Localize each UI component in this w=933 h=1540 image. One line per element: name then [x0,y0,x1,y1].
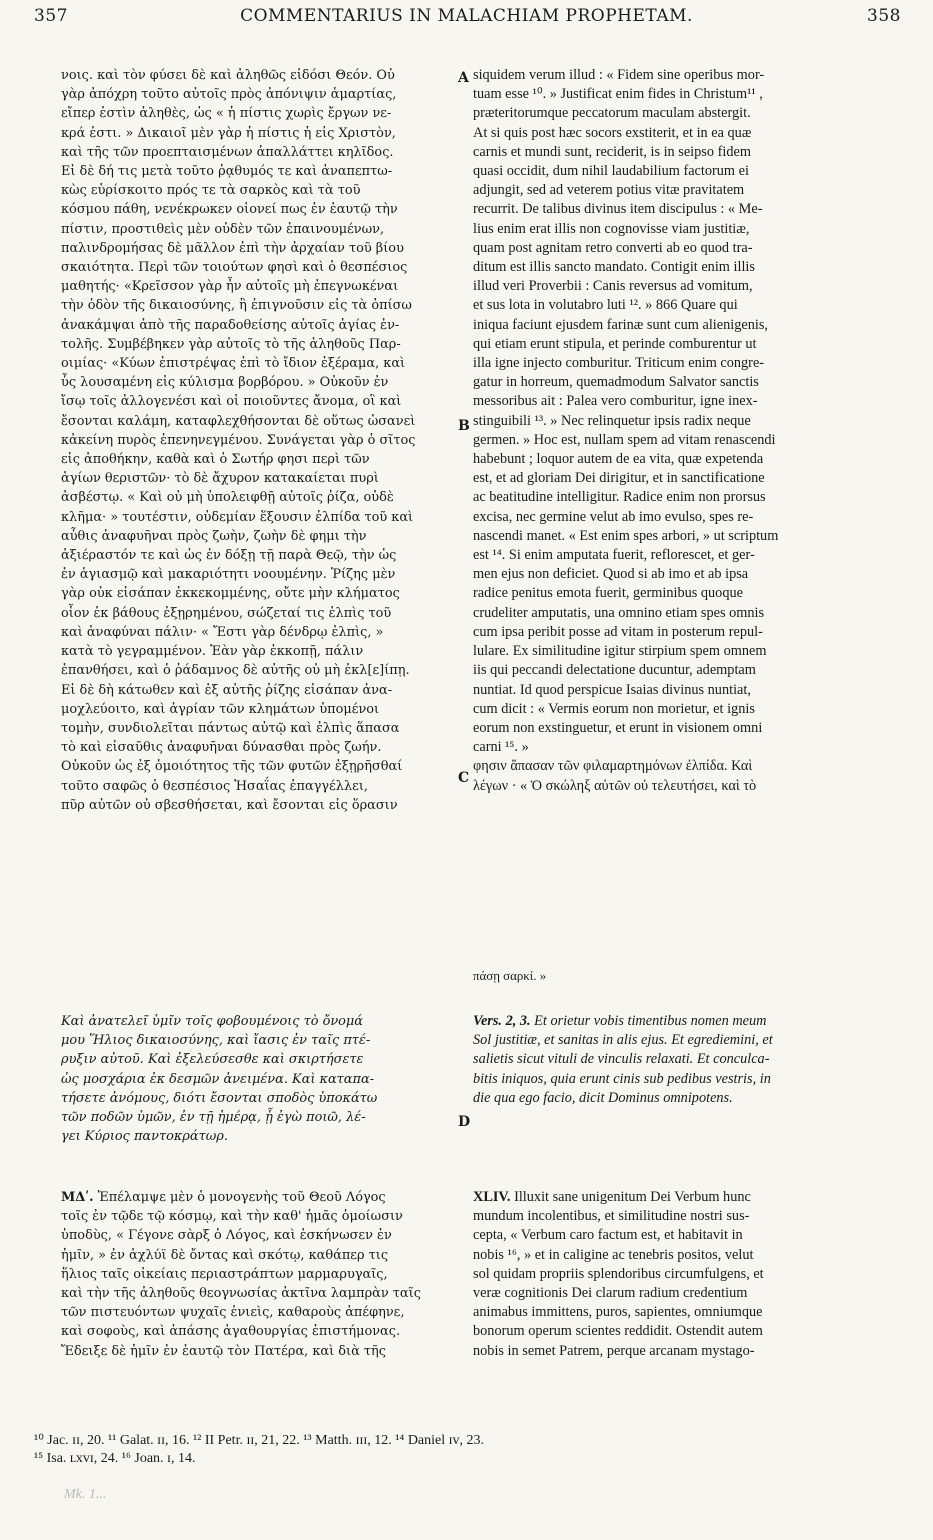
text-line: ἥλιος ταῖς οἰκείαις περιαστράπτων μαρμαρυγαῖς, [61,1266,388,1282]
text-line: τὸ καὶ εἰσαῦθις ἀναφυῆναι δύνασθαι πρὸς ζωήν. [61,740,382,756]
text-line: κλῆμα· » τουτέστιν, οὐδεμίαν ἕξουσιν ἐλπίδα τοῦ καὶ [61,509,414,525]
text-line: μου Ἥλιος δικαιοσύνης, καὶ ἴασις ἐν ταῖς πτέ- [61,1033,371,1049]
text-line: κρά ἐστι. » Δικαιοῖ μὲν γὰρ ἡ πίστις ἡ εἰς Χριστὸν, [61,125,396,141]
text-line: Καὶ ἀνατελεῖ ὑμῖν τοῖς φοβουμένοις τὸ ὄνομά [61,1014,364,1029]
latin-column-section-3 [473,1188,899,1361]
footnote-line-1: ¹⁰ Jac. ɪɪ, 20. ¹¹ Galat. ɪɪ, 16. ¹² II Petr. ɪɪ, 21, 22. ¹³ Matth. ɪɪɪ, 12. ¹⁴ Daniel ɪᴠ, 23. [34,1433,485,1448]
text-line: ὗς λουσαμένη εἰς κύλισμα βορβόρου. » Οὐκοῦν ἐν [61,375,389,391]
text-line: salietis sicut vituli de vinculis relaxati. Et conculca- [473,1051,770,1068]
text-line: Οὐκοῦν ὡς ἐξ ὁμοιότητος τῆς τῶν φυτῶν ἐξῃρῆσθαί [61,759,403,775]
text-line: Εἰ δὲ δή τις μετὰ τοῦτο ῥᾳθυμός τε καὶ ἀναπεπτω- [61,164,393,180]
text-line: τοῖς ἐν τῷδε τῷ κόσμῳ, καὶ τὴν καθ' ἡμᾶς ὁμοίωσιν [61,1209,403,1225]
text-line: illud veri Proverbii : Canis reversus ad vomitum, [473,278,753,295]
margin-letter-c: C [458,770,470,786]
text-line: quam post agnitam retro converti ab eo quod tra- [473,239,753,256]
text-line: ἔσονται καλάμη, καταφλεχθήσονται δὲ οὕτως ὡσανεὶ [61,413,416,429]
text-line-content: Ἐπέλαμψε μὲν ὁ μονογενὴς τοῦ Θεοῦ Λόγος [97,1190,386,1205]
text-line: ἁγίων θεριστῶν· τὸ δὲ ἄχυρον κατακαίεται πυρὶ [61,471,379,487]
text-line: At si quis post hæc socors exstiterit, et in ea quæ [473,124,752,141]
text-line [473,1188,899,1207]
text-line: ἐπανθήσει, καὶ ὁ ῥάδαμνος δὲ αὐτῆς οὐ μὴ ἐκλ[ε]ίπῃ. [61,663,410,679]
text-line: κὼς εὑρίσκοιτο πρός τε τὰ σαρκὸς καὶ τὰ τοῦ [61,183,361,199]
text-line: τὴν ὁδὸν τῆς δικαιοσύνης, ἢ ἐπιγνοῦσιν εἰς τὰ ὀπίσω [61,298,412,314]
text-line [61,1188,454,1207]
text-line: animabus immittens, puros, sapientes, omniumque [473,1304,763,1321]
text-line: καὶ σοφοὺς, καὶ ἁπάσης ἀγαθουργίας ἐπιστήμονας. [61,1324,401,1340]
text-line: ἴσῳ τοῖς ἀλλογενέσι καὶ οἱ ποιοῦντες ἄνομα, οἳ καὶ [61,394,402,410]
section-label: XLIV. [473,1189,511,1205]
text-line: bitis iniquos, quia erunt cinis sub pedibus vestris, in [473,1070,771,1087]
text-line: recurrit. De talibus divinus item discipulus : « Me- [473,201,763,218]
text-line: nobis in semet Patrem, perque arcanam mystago- [473,1342,755,1359]
text-line: παλινδρομήσας δὲ μᾶλλον ἐπὶ τὴν ἀρχαίαν τοῦ βίου [61,240,404,256]
text-line: qui etiam erunt stipula, et perinde comburentur ut [473,335,757,352]
text-line: φησιν ἅπασαν τῶν φιλαμαρτημόνων ἐλπίδα. Καὶ [473,758,753,775]
text-line: εἰς ἀποθήκην, καθὰ καὶ ὁ Σωτήρ φησι περὶ τῶν [61,452,370,468]
text-line: τήσετε ἀνόμους, διότι ἔσονται σποδὸς ὑποκάτω [61,1090,378,1106]
text-line: μαθητής· «Κρεῖσσον γὰρ ἦν αὐτοῖς μὴ ἐπεγνωκέναι [61,279,399,295]
section-label: Vers. 2, 3. [473,1013,531,1029]
text-line: illa igne injecto comburitur. Triticum enim congre- [473,355,765,372]
text-line: radice penitus emota fuerit, germinibus quoque [473,585,743,602]
text-line: κἀκείνη πυρὸς ἐπενηνεγμένου. Συνάγεται γὰρ ὁ σῖτος [61,432,416,448]
text-line: οιμίας· «Κύων ἐπιστρέψας ἐπὶ τὸ ἴδιον ἐξέραμα, καὶ [61,356,406,372]
margin-letter-d: D [458,1114,471,1130]
text-line: stinguibili ¹³. » Nec relinquetur ipsis radix neque [473,412,751,429]
text-line: tuam esse ¹⁰. » Justificat enim fides in Christum¹¹ , [473,86,763,103]
text-line: eorum non exstinguetur, et erunt in visionem omni [473,719,763,736]
text-line: οἷον ἐκ βάθους ἐξῃρημένου, σώζεταί τις ἐλπὶς τοῦ [61,605,392,621]
text-line: carnis et mundi sunt, reciderit, is in seipso fidem [473,143,751,160]
text-line: ὡς μοσχάρια ἐκ δεσμῶν ἀνειμένα. Καὶ καταπα- [61,1071,375,1087]
text-line: sol quidam propriis splendoribus circumfulgens, et [473,1265,764,1282]
text-line: est ¹⁴. Si enim amputata fuerit, reflorescet, et ger- [473,547,755,564]
page-number-left: 357 [34,6,68,26]
text-line: præteritorumque peccatorum maculam abstergit. [473,105,751,122]
text-line: carni ¹⁵. » [473,739,529,756]
text-line: γὰρ οὐκ εἰσάπαν ἐκκεκομμένης, οὔτε μὴν κλήματος [61,586,400,602]
text-line: πίστιν, προστιθεὶς μὲν οὐδὲν τῶν ἐπαινουμένων, [61,221,385,237]
text-line: cum ipsa peribit posse ad vitam in posterum repul- [473,623,763,640]
text-line: habebunt ; loquor autem de ea vita, quæ expetenda [473,451,764,468]
greek-column-section-1 [61,66,454,815]
text-line: nobis ¹⁶, » et in caligine ac tenebris positos, velut [473,1246,754,1263]
text-line [473,1012,899,1031]
text-line: quasi occidit, dum nihil laudabilium factorum ei [473,163,749,180]
section-1-tail-text: πάσῃ σαρκί. » [473,969,547,983]
text-line: messoribus ait : Palea vero comburitur, igne inex- [473,393,758,410]
text-line: τῶν πιστευόντων ψυχαῖς ἐνιεὶς, καθαροὺς ἀπέφηνε, [61,1305,405,1321]
text-line: ἀξιέραστόν τε καὶ ὡς ἐν δόξῃ τῇ παρὰ Θεῷ, τὴν ὡς [61,548,397,564]
text-line: τομὴν, συνδιολεῖται πάντως αὐτῷ καὶ ἐλπὶς ἅπασα [61,720,400,736]
text-line: τῶν ποδῶν ὑμῶν, ἐν τῇ ἡμέρᾳ, ᾗ ἐγὼ ποιῶ, λέ- [61,1110,366,1126]
text-line: τοῦτο σαφῶς ὁ θεσπέσιος Ἡσαΐας ἐπαγγέλλει, [61,778,368,794]
text-line: εἴπερ ἐστὶν ἀληθὲς, ὡς « ἡ πίστις χωρὶς ἔργων νε- [61,106,392,122]
text-line: germen. » Hoc est, nullam spem ad vitam renascendi [473,431,776,448]
text-line: ἀνακάμψαι ἀπὸ τῆς παραδοθείσης αὐτοῖς ἁγίας ἐν- [61,317,400,333]
text-line: καὶ ἀναφύναι πάλιν· « Ἔστι γὰρ δένδρῳ ἐλπὶς, » [61,624,384,640]
text-line: καὶ τὴν τῆς ἀληθοῦς θεογνωσίας ἀκτῖνα λαμπρὰν ταῖς [61,1286,421,1302]
text-line: ὑποδὺς, « Γέγονε σὰρξ ὁ Λόγος, καὶ ἐσκήνωσεν ἐν [61,1228,392,1244]
text-line: est, et ad gloriam Dei dirigitur, et in sanctificatione [473,470,765,487]
text-line: iis qui peccandi delectatione ducuntur, ademptam [473,662,756,679]
running-title: COMMENTARIUS IN MALACHIAM PROPHETAM. [240,6,693,26]
text-line: γει Κύριος παντοκράτωρ. [61,1129,228,1145]
library-stamp: Mk. 1... [64,1487,107,1502]
margin-letter-a: A [458,70,469,86]
text-line: Εἰ δὲ δὴ κάτωθεν καὶ ἐξ αὐτῆς ῥίζης εἰσάπαν ἀνα- [61,682,393,698]
text-line: ἐν ἁγιασμῷ καὶ μακαριότητι νοουμένην. Ῥίζης μὲν [61,567,396,583]
text-line: ditum est illis sancto mandato. Contigit enim illis [473,259,755,276]
text-line: nuntiat. Id quod perspicue Isaias divinus nuntiat, [473,681,751,698]
text-line: γὰρ ἀπόχρη τοῦτο αὐτοῖς πρὸς ἀπόνιψιν ἁμαρτίας, [61,87,397,103]
text-line: men ejus non deficiet. Quod si ab imo et ab ipsa [473,566,749,583]
text-line: κόσμου πάθη, νενέκρωκεν οἱονεί πως ἐν ἑαυτῷ τὴν [61,202,398,218]
text-line: cepta, « Verbum caro factum est, et habitavit in [473,1227,743,1244]
text-line: Ἔδειξε δὲ ἡμῖν ἐν ἑαυτῷ τὸν Πατέρα, καὶ διὰ τῆς [61,1343,386,1359]
text-line: λέγων · « Ὁ σκώληξ αὐτῶν οὐ τελευτήσει, καὶ τὸ [473,777,757,794]
footnote-line-2: ¹⁵ Isa. ʟxᴠɪ, 24. ¹⁶ Joan. ɪ, 14. [34,1451,196,1466]
footnotes [34,1432,904,1468]
text-line: et sus lota in volutabro luti ¹². » 866 Quare qui [473,297,738,314]
text-line: σκαιότητα. Περὶ τῶν τοιούτων φησὶ καὶ ὁ θεσπέσιος [61,260,408,276]
text-line: adjungit, sed ad veterem potius vitæ pravitatem [473,182,745,199]
text-line: πῦρ αὐτῶν οὐ σβεσθήσεται, καὶ ἔσονται εἰς ὅρασιν [61,797,398,813]
margin-letter-b: B [458,418,470,434]
text-line: crudeliter amputatis, una omnino etiam spes omnis [473,604,765,621]
section-1-tail [473,967,899,986]
text-line: excisa, nec germine velut ab imo evulso, spes re- [473,508,754,525]
text-line: siquidem verum illud : « Fidem sine operibus mor- [473,67,765,83]
text-line: gatur in horreum, quemadmodum Salvator sanctis [473,374,759,391]
text-line: αὖθις ἀναφυῆναι πρὸς ζωὴν, ζωὴν δὲ φημι τὴν [61,528,367,544]
text-line: καὶ τῆς τῶν προεπταισμένων ἀπαλλάττει κηλῖδος. [61,144,394,160]
page-number-right: 358 [867,6,901,26]
text-line: bonorum operum scientes reddidit. Ostendit autem [473,1323,763,1340]
text-line: lius enim erat illis non cognovisse viam justitiæ, [473,220,750,237]
greek-column-section-3 [61,1188,454,1361]
text-line: κατὰ τὸ γεγραμμένον. Ἐὰν γὰρ ἐκκοπῇ, πάλιν [61,644,364,660]
text-line: νοις. καὶ τὸν φύσει δὲ καὶ ἀληθῶς εἰδόσι Θεόν. Οὐ [61,68,395,83]
latin-column-section-2 [473,1012,899,1108]
text-line: die qua ego facio, dicit Dominus omnipotens. [473,1089,733,1106]
text-line: τολῆς. Συμβέβηκεν γὰρ αὐτοῖς τὸ τῆς ἀληθοῦς Παρ- [61,336,401,352]
text-line-content: Et orietur vobis timentibus nomen meum [534,1013,767,1029]
greek-column-section-2 [61,1012,454,1146]
text-line: ρυξιν αὐτοῦ. Καὶ ἐξελεύσεσθε καὶ σκιρτήσετε [61,1052,364,1068]
text-line: ac beatitudine intelligitur. Radice enim non prorsus [473,489,766,506]
text-line: nascendi manet. « Est enim spes arbori, » ut scriptum [473,527,779,544]
text-line: mundum incolentibus, et similitudine nostri sus- [473,1208,750,1225]
text-line: iniqua faciunt ejusdem farinæ sunt cum alienigenis, [473,316,768,333]
text-line-content: Illuxit sane unigenitum Dei Verbum hunc [514,1189,751,1205]
text-line: lulare. Ex similitudine igitur stirpium spem omnem [473,643,767,660]
latin-column-section-1 [473,66,899,796]
text-line: cum dicit : « Vermis eorum non morietur, et ignis [473,700,755,717]
text-line: μοχλεύοιτο, καὶ ἀγρίαν τῶν κλημάτων ὑπομένοι [61,701,380,717]
section-label: ΜΔʹ. [61,1190,94,1205]
text-line: ἀσβέστῳ. « Καὶ οὐ μὴ ὑπολειφθῇ αὐτοῖς ῥίζα, οὐδὲ [61,490,394,506]
text-line: veræ cognitionis Dei clarum radium credentium [473,1285,748,1302]
text-line: Sol justitiæ, et sanitas in alis ejus. Et egrediemini, et [473,1032,773,1049]
text-line: ἡμῖν, » ἐν ἀχλύϊ δὲ ὄντας καὶ σκότῳ, καθάπερ τις [61,1247,389,1263]
